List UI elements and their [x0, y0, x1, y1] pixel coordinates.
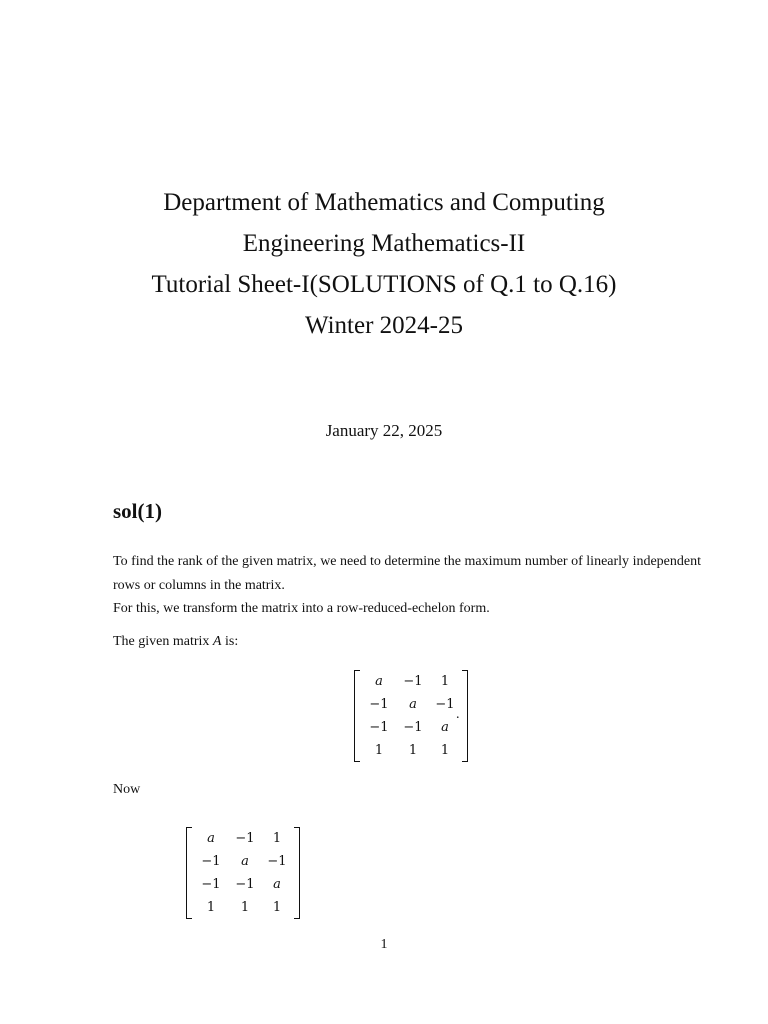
matrix-period: . — [456, 707, 460, 722]
paragraph-now: Now — [113, 782, 141, 797]
matrix-cell: −1 — [235, 877, 255, 892]
matrix-cell: 1 — [374, 743, 384, 758]
matrix-cell: a — [375, 674, 383, 689]
title-sheet: Tutorial Sheet-I(SOLUTIONS of Q.1 to Q.16) — [151, 271, 617, 298]
matrix-cell: a — [441, 720, 449, 735]
title-block — [0, 182, 768, 346]
matrix-left-bracket — [186, 827, 192, 919]
page-number: 1 — [380, 937, 388, 952]
matrix-cell: a — [207, 831, 215, 846]
title-term: Winter 2024-25 — [305, 312, 463, 339]
matrix-cell: 1 — [408, 743, 418, 758]
given-matrix-suffix: is: — [224, 634, 239, 649]
paragraph-given-matrix — [113, 630, 701, 654]
paragraph-transform: For this, we transform the matrix into a row-reduced-echelon form. — [113, 601, 490, 616]
matrix-cell: −1 — [403, 674, 423, 689]
matrix-left-bracket — [354, 670, 360, 762]
matrix-cell: a — [409, 697, 417, 712]
matrix-cell: a — [273, 877, 281, 892]
matrix-cell: −1 — [201, 854, 221, 869]
matrix-cell: −1 — [403, 720, 423, 735]
matrix-cell: −1 — [369, 697, 389, 712]
given-matrix-prefix: The given matrix — [113, 634, 210, 649]
paragraph-rank-intro: To find the rank of the given matrix, we need to determine the maximum number of linearly independent rows or columns in the matrix. — [113, 554, 701, 593]
title-department: Department of Mathematics and Computing — [163, 189, 605, 216]
matrix-cell: 1 — [440, 743, 450, 758]
matrix-cell: −1 — [435, 697, 455, 712]
matrix-cell: a — [241, 854, 249, 869]
matrix-cell: 1 — [272, 900, 282, 915]
matrix-cell: −1 — [267, 854, 287, 869]
given-matrix — [362, 670, 460, 762]
matrix-cell: 1 — [240, 900, 250, 915]
matrix-cell: −1 — [201, 877, 221, 892]
matrix-right-bracket — [294, 827, 300, 919]
working-matrix — [194, 827, 292, 919]
matrix-cell: 1 — [272, 831, 282, 846]
matrix-cell: 1 — [206, 900, 216, 915]
title-course: Engineering Mathematics-II — [242, 230, 526, 257]
section-heading: sol(1) — [113, 499, 162, 523]
matrix-cell: 1 — [440, 674, 450, 689]
document-date: January 22, 2025 — [325, 421, 443, 440]
matrix-cell: −1 — [369, 720, 389, 735]
matrix-right-bracket — [462, 670, 468, 762]
matrix-cell: −1 — [235, 831, 255, 846]
matrix-symbol: A — [212, 634, 222, 649]
